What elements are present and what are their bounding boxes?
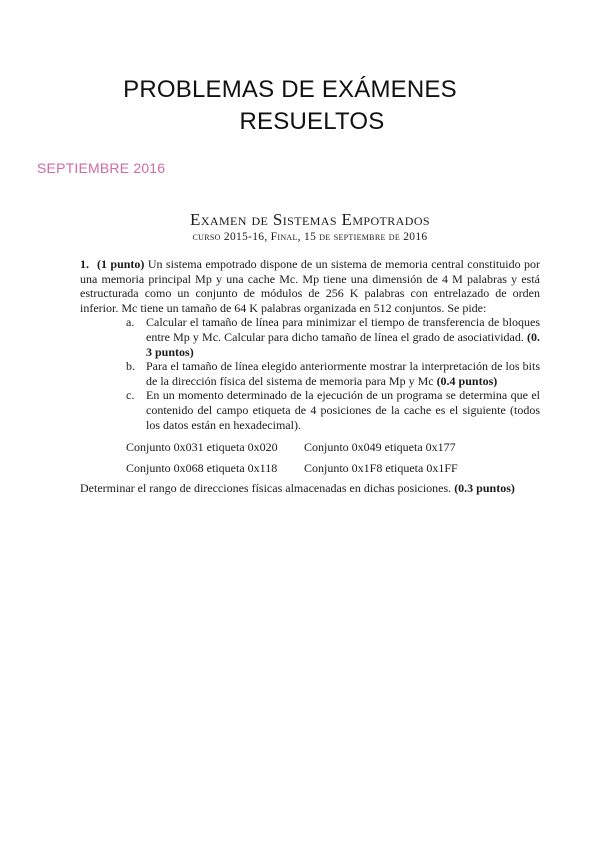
- table-row: [126, 440, 540, 455]
- item-marker: c.: [126, 388, 135, 403]
- table-cell: Conjunto 0x068 etiqueta 0x118: [126, 460, 278, 475]
- item-points: (0.4 puntos): [436, 373, 498, 388]
- exam-title: Examen de Sistemas Empotrados: [190, 210, 430, 229]
- problem-text: Un sistema empotrado dispone de un sistema de memoria central constituido por una memoria principal Mp y una cache Mc. Mp tiene una dimensión de 4 M palabras y está estructurada como un conjunto de módulos de 256 K palabras con entrelazado de orden inferior. Mc tiene un tamaño de 64 K palabras organizada en 512 conjuntos. Se pide:: [80, 257, 541, 315]
- list-item: [80, 388, 540, 432]
- table-cell: Conjunto 0x1F8 etiqueta 0x1FF: [304, 460, 458, 475]
- item-text: Calcular el tamaño de línea para minimizar el tiempo de transferencia de bloques entre Mp y Mc. Calcular para dicho tamaño de línea el grado de asociatividad.: [146, 315, 540, 344]
- problem-statement: [80, 257, 540, 315]
- exam-scan: [80, 208, 540, 496]
- table-cell: Conjunto 0x049 etiqueta 0x177: [304, 440, 456, 455]
- section-label: SEPTIEMBRE 2016: [37, 160, 166, 176]
- item-text: En un momento determinado de la ejecución de un programa se determina que el contenido del campo etiqueta de 4 posiciones de la cache es el siguiente (todos los datos están en hexadecimal).: [146, 388, 540, 432]
- table-cell: Conjunto 0x031 etiqueta 0x020: [126, 440, 278, 455]
- cache-sets-table: [80, 440, 540, 475]
- table-row: [126, 461, 540, 476]
- document-title-line1: PROBLEMAS DE EXÁMENES: [123, 76, 457, 103]
- list-item: [80, 359, 540, 388]
- exam-subtitle: curso 2015-16, Final, 15 de septiembre de 2016: [192, 231, 428, 243]
- item-points: (0. 3 puntos): [146, 329, 540, 359]
- document-title: [60, 74, 520, 138]
- final-points: (0.3 puntos): [454, 481, 515, 496]
- item-marker: b.: [126, 359, 135, 374]
- item-marker: a.: [126, 315, 135, 330]
- final-text: Determinar el rango de direcciones físicas almacenadas en dichas posiciones.: [80, 481, 455, 496]
- final-question: [80, 481, 540, 496]
- problem-items: [80, 315, 540, 432]
- problem-points: (1 punto): [97, 257, 145, 271]
- item-text: Para el tamaño de línea elegido anteriormente mostrar la interpretación de los bits de la dirección física del sistema de memoria para Mp y Mc: [146, 359, 540, 388]
- problem-number: 1.: [80, 257, 89, 271]
- list-item: [80, 315, 540, 359]
- document-title-line2: RESUELTOS: [239, 108, 385, 135]
